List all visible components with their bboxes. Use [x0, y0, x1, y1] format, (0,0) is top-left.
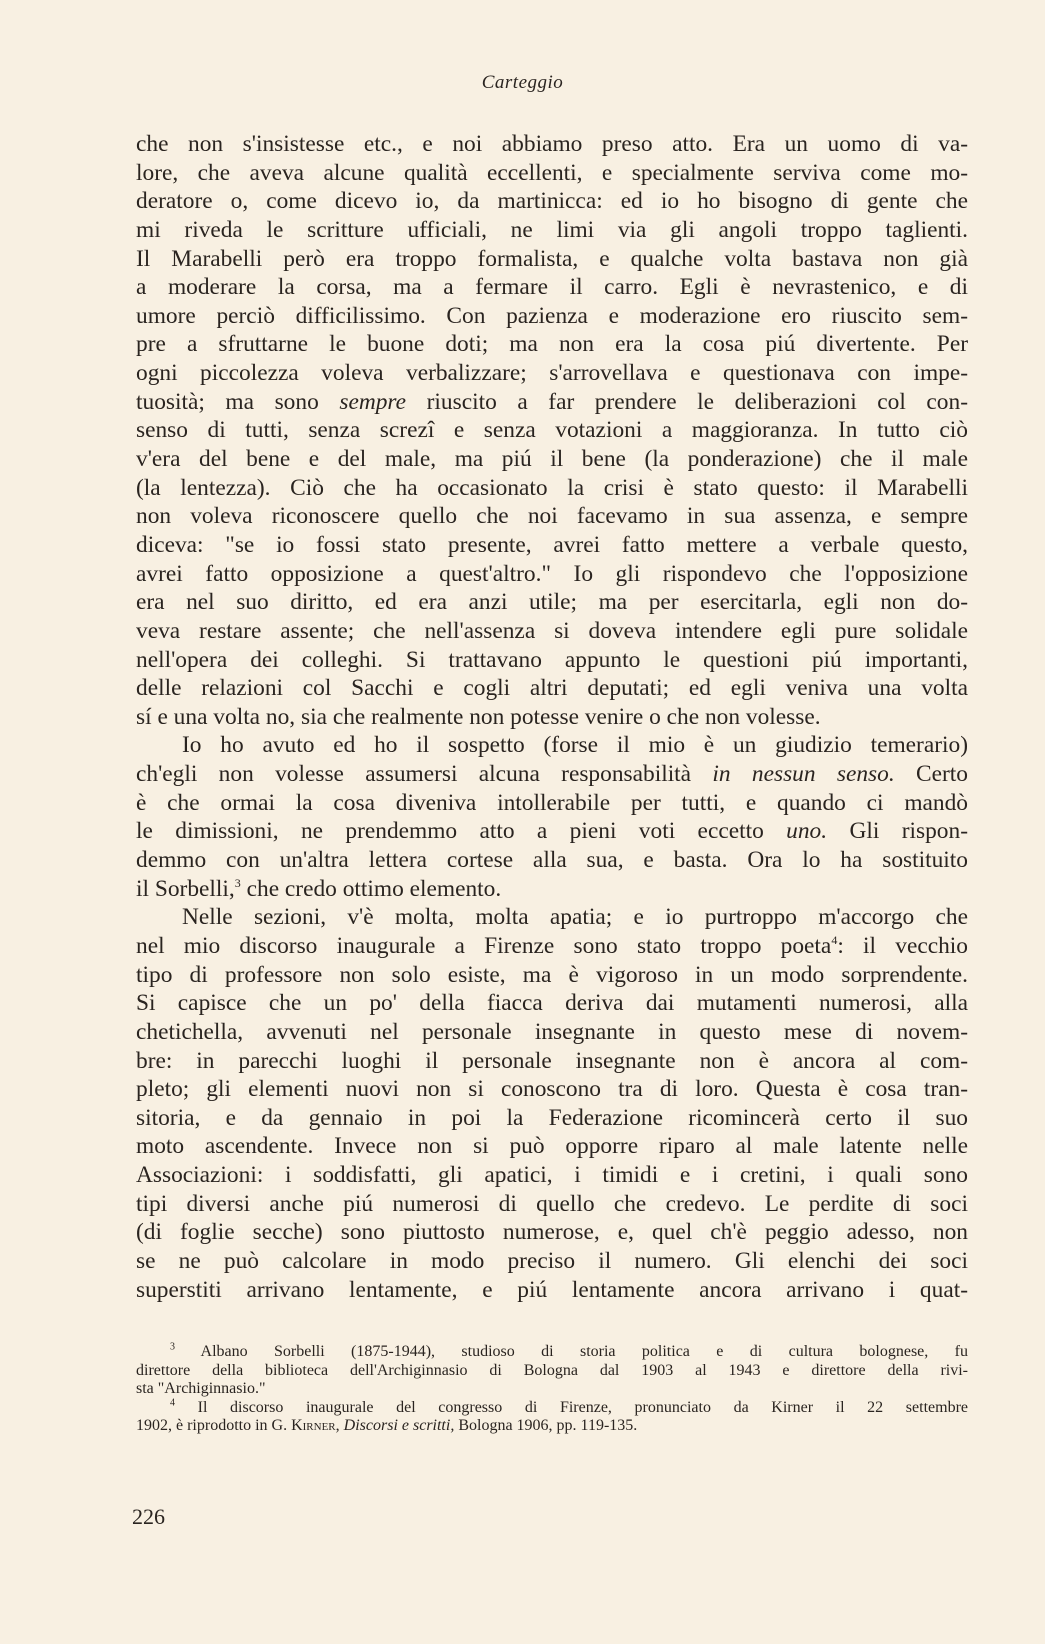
book-title: Discorsi e scritti, — [343, 1417, 455, 1435]
text-line: deratore o, come dicevo io, da martinicca: ed io ho bisogno di gente che — [136, 188, 968, 215]
footnote-number: 4 — [170, 1397, 175, 1409]
text-line — [136, 817, 968, 846]
italic-emphasis: in nessun senso. — [712, 761, 895, 788]
text-line: pleto; gli elementi nuovi non si conoscono tra di loro. Questa è cosa tran- — [136, 1076, 968, 1103]
text-segment: : il vecchio — [837, 932, 968, 959]
text-line: mi riveda le scritture ufficiali, ne limi via gli angoli troppo taglienti. — [136, 216, 968, 243]
text-line: Si capisce che un po' della fiacca deriva dai mutamenti numerosi, alla — [136, 990, 968, 1017]
text-segment: , — [335, 1417, 344, 1435]
text-segment: le dimissioni, ne prendemmo atto a pieni voti eccetto — [136, 818, 787, 845]
text-line: Il Marabelli però era troppo formalista, e qualche volta bastava non già — [136, 245, 968, 272]
text-line: moto ascendente. Invece non si può opporre riparo al male latente nelle — [136, 1133, 968, 1160]
footnote-4 — [136, 1399, 968, 1418]
text-line: Io ho avuto ed ho il sospetto (forse il mio è un giudizio temerario) — [182, 732, 968, 759]
text-segment: tuosità; ma sono — [136, 388, 340, 415]
footnote-marker: 4 — [831, 933, 838, 948]
text-line: superstiti arrivano lentamente, e piú lentamente ancora arrivano i quat- — [136, 1276, 968, 1303]
footnote-text: Albano Sorbelli (1875-1944), studioso di storia politica e di cultura bolognese, fu — [200, 1343, 968, 1360]
text-line: sí e una volta no, sia che realmente non potesse venire o che non volesse. — [136, 703, 821, 730]
text-line: lore, che aveva alcune qualità eccellenti, e specialmente serviva come mo- — [136, 159, 968, 186]
italic-emphasis: uno. — [786, 818, 828, 845]
text-line: Associazioni: i soddisfatti, gli apatici, i timidi e i cretini, i quali sono — [136, 1162, 968, 1189]
footnotes — [136, 1343, 968, 1436]
text-segment: ch'egli non volesse assumersi alcuna responsabilità — [136, 761, 713, 788]
text-line: pre a sfruttarne le buone doti; ma non era la cosa piú divertente. Per — [136, 331, 968, 358]
text-line: nell'opera dei colleghi. Si trattavano appunto le questioni piú importanti, — [136, 646, 968, 673]
text-segment: che credo ottimo elemento. — [240, 875, 502, 902]
text-line: senso di tutti, senza screzî e senza votazioni a maggioranza. In tutto ciò — [136, 417, 968, 444]
text-line: tipi diversi anche piú numerosi di quello che credevo. Le perdite di soci — [136, 1190, 968, 1217]
text-line: v'era del bene e del male, ma piú il bene (la ponderazione) che il male — [136, 446, 968, 473]
text-line: (di foglie secche) sono piuttosto numerose, e, quel ch'è peggio adesso, non — [136, 1219, 968, 1246]
footnote-line — [136, 1417, 968, 1436]
text-segment: il Sorbelli, — [136, 875, 235, 902]
text-segment: Gli rispon- — [827, 818, 968, 845]
text-line: non voleva riconoscere quello che noi facevamo in sua assenza, e sempre — [136, 503, 968, 530]
page-number: 226 — [132, 1504, 165, 1529]
text-line: bre: in parecchi luoghi il personale insegnante non è ancora al com- — [136, 1047, 968, 1074]
text-line: era nel suo diritto, ed era anzi utile; ma per esercitarla, egli non do- — [136, 589, 968, 616]
text-line: tipo di professore non solo esiste, ma è vigoroso in un modo sorprendente. — [136, 961, 968, 988]
text-line: chetichella, avvenuti nel personale insegnante in questo mese di novem- — [136, 1018, 968, 1045]
footnote-line: sta "Archiginnasio." — [136, 1380, 266, 1398]
text-line: avrei fatto opposizione a quest'altro." Io gli rispondevo che l'opposizione — [136, 560, 968, 587]
text-line: è che ormai la cosa diveniva intollerabile per tutti, e quando ci mandò — [136, 789, 968, 816]
author-name: Kirner — [291, 1417, 336, 1435]
text-line: umore perciò difficilissimo. Con pazienza e moderazione ero riuscito sem- — [136, 302, 968, 329]
text-line: delle relazioni col Sacchi e cogli altri deputati; ed egli veniva una volta — [136, 675, 968, 702]
running-header: Carteggio — [481, 72, 564, 93]
footnote-number: 3 — [170, 1341, 175, 1353]
footnote-3 — [136, 1343, 968, 1362]
text-line: se ne può calcolare in modo preciso il numero. Gli elenchi dei soci — [136, 1247, 968, 1274]
text-segment: riuscito a far prendere le deliberazioni col con- — [406, 388, 968, 415]
text-line: Nelle sezioni, v'è molta, molta apatia; e io purtroppo m'accorgo che — [182, 904, 968, 931]
footnote-marker: 3 — [234, 875, 241, 890]
text-line — [136, 388, 968, 417]
text-segment: Bologna 1906, pp. 119-135. — [454, 1417, 638, 1435]
text-segment: Certo — [894, 761, 968, 788]
text-line: veva restare assente; che nell'assenza si doveva intendere egli pure solidale — [136, 617, 968, 644]
italic-emphasis: sempre — [339, 388, 407, 415]
text-line: diceva: "se io fossi stato presente, avrei fatto mettere a verbale questo, — [136, 531, 968, 558]
text-line: ogni piccolezza voleva verbalizzare; s'arrovellava e questionava con impe- — [136, 360, 968, 387]
text-line — [136, 932, 968, 961]
text-line — [136, 875, 968, 904]
text-line: a moderare la corsa, ma a fermare il carro. Egli è nevrastenico, e di — [136, 274, 968, 301]
footnote-text: Il discorso inaugurale del congresso di Firenze, pronunciato da Kirner il 22 settembre — [197, 1398, 968, 1416]
text-line: sitoria, e da gennaio in poi la Federazione ricomincerà certo il suo — [136, 1104, 968, 1131]
text-line — [136, 760, 968, 789]
text-line: demmo con un'altra lettera cortese alla sua, e basta. Ora lo ha sostituito — [136, 847, 968, 874]
footnote-line: direttore della biblioteca dell'Archiginnasio di Bologna dal 1903 al 1943 e direttore della rivi- — [136, 1361, 968, 1379]
text-line: (la lentezza). Ciò che ha occasionato la crisi è stato questo: il Marabelli — [136, 474, 968, 501]
main-text — [136, 130, 968, 1304]
text-segment: nel mio discorso inaugurale a Firenze sono stato troppo poeta — [136, 932, 832, 959]
text-line: che non s'insistesse etc., e noi abbiamo preso atto. Era un uomo di va- — [136, 131, 968, 157]
text-segment: 1902, è riprodotto in G. — [136, 1417, 292, 1435]
